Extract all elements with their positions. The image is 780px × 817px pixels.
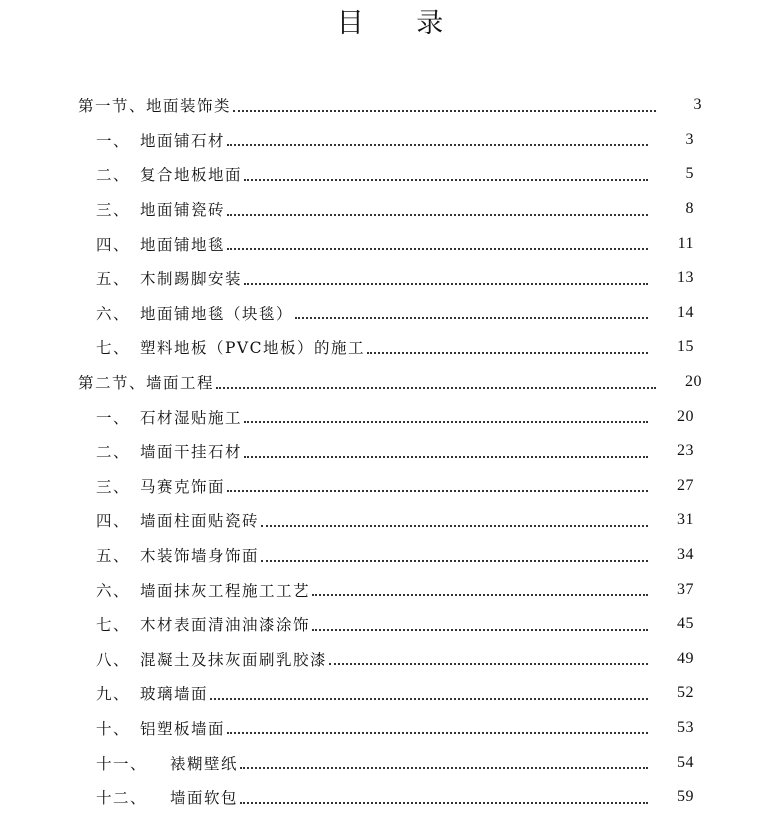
toc-page-number: 27 [677,476,694,494]
toc-entry-number: 十、 [96,719,131,738]
toc-entry-number: 七、 [96,339,131,358]
toc-entry-number: 三、 [96,201,131,220]
toc-section-row[interactable] [0,365,780,400]
dot-leader [261,524,648,527]
dot-leader [240,801,648,804]
toc-entry-label: 混凝土及抹灰面刷乳胶漆 [140,650,328,669]
dot-leader [244,282,648,285]
toc-entry-number: 十一、 [96,754,148,773]
dot-leader [240,766,648,769]
dot-leader [227,731,648,734]
toc-entry-row[interactable] [0,711,780,746]
toc-entry-number: 六、 [96,304,131,323]
toc-entry-number: 二、 [96,443,131,462]
toc-entry-row[interactable] [0,157,780,192]
toc-entry-label: 墙面抹灰工程施工工艺 [140,581,311,600]
dot-leader [295,316,648,319]
dot-leader [329,662,648,665]
dot-leader [261,559,648,562]
toc-entry-label: 木制踢脚安装 [140,270,243,289]
toc-section-row[interactable] [0,88,780,123]
toc-entry-number: 九、 [96,685,131,704]
toc-page-number: 52 [677,684,694,702]
toc-entry-label: 墙面柱面贴瓷砖 [140,512,260,531]
toc-page-number: 59 [677,788,694,806]
dot-leader [244,455,648,458]
toc-entry-number: 一、 [96,131,131,150]
toc-entry-label: 铝塑板墙面 [140,719,226,738]
dot-leader [210,697,648,700]
toc-page-number: 37 [677,580,694,598]
toc-entry-number: 二、 [96,166,131,185]
dot-leader [227,489,648,492]
toc-entry-label: 木装饰墙身饰面 [140,547,260,566]
toc-entry-row[interactable] [0,434,780,469]
toc-entry-row[interactable] [0,642,780,677]
toc-entry-number: 三、 [96,477,131,496]
toc-page-number: 14 [677,303,694,321]
table-of-contents [0,88,780,814]
toc-entry-label: 裱糊壁纸 [170,754,239,773]
toc-page-number: 23 [677,442,694,460]
toc-entry-number: 八、 [96,650,131,669]
toc-page-number: 53 [677,718,694,736]
toc-entry-row[interactable] [0,330,780,365]
toc-entry-row[interactable] [0,780,780,815]
toc-entry-row[interactable] [0,399,780,434]
toc-page-number: 34 [677,546,694,564]
toc-page-number: 3 [693,96,702,114]
toc-entry-number: 十二、 [96,789,148,808]
toc-entry-row[interactable] [0,572,780,607]
dot-leader [312,593,648,596]
toc-entry-row[interactable] [0,503,780,538]
toc-entry-label: 第二节、墙面工程 [78,374,215,393]
toc-entry-number: 五、 [96,270,131,289]
toc-entry-label: 复合地板地面 [140,166,243,185]
toc-page-number: 3 [685,130,694,148]
page-title: 目 录 [336,8,466,39]
toc-entry-number: 四、 [96,512,131,531]
toc-entry-label: 玻璃墙面 [140,685,209,704]
toc-entry-row[interactable] [0,538,780,573]
toc-entry-label: 第一节、地面装饰类 [78,97,232,116]
toc-page-number: 20 [677,407,694,425]
toc-entry-row[interactable] [0,123,780,158]
toc-entry-label: 地面铺地毯（块毯） [140,304,294,323]
toc-entry-row[interactable] [0,226,780,261]
dot-leader [227,213,648,216]
dot-leader [244,178,648,181]
toc-page-number: 5 [685,165,694,183]
dot-leader [216,386,656,389]
toc-entry-label: 石材湿贴施工 [140,408,243,427]
toc-entry-number: 六、 [96,581,131,600]
toc-page-number: 13 [677,269,694,287]
toc-entry-label: 墙面干挂石材 [140,443,243,462]
dot-leader [227,143,648,146]
toc-entry-label: 墙面软包 [170,789,239,808]
dot-leader [227,247,648,250]
toc-entry-number: 五、 [96,547,131,566]
toc-entry-label: 地面铺地毯 [140,235,226,254]
dot-leader [367,351,648,354]
toc-entry-label: 塑料地板（PVC地板）的施工 [140,339,365,358]
toc-entry-label: 地面铺瓷砖 [140,201,226,220]
toc-entry-number: 七、 [96,616,131,635]
toc-entry-row[interactable] [0,192,780,227]
dot-leader [233,109,656,112]
toc-entry-row[interactable] [0,469,780,504]
toc-entry-row[interactable] [0,676,780,711]
dot-leader [312,628,648,631]
toc-entry-row[interactable] [0,607,780,642]
toc-entry-row[interactable] [0,745,780,780]
toc-entry-number: 一、 [96,408,131,427]
toc-entry-label: 马赛克饰面 [140,477,226,496]
toc-page-number: 45 [677,615,694,633]
dot-leader [244,420,648,423]
toc-entry-row[interactable] [0,261,780,296]
toc-page-number: 15 [677,338,694,356]
toc-page-number: 8 [685,200,694,218]
toc-page-number: 31 [677,511,694,529]
toc-entry-row[interactable] [0,296,780,331]
toc-entry-label: 木材表面清油油漆涂饰 [140,616,311,635]
toc-page-number: 54 [677,753,694,771]
toc-page-number: 49 [677,649,694,667]
toc-page-number: 11 [677,234,694,252]
toc-entry-number: 四、 [96,235,131,254]
toc-entry-label: 地面铺石材 [140,131,226,150]
toc-page-number: 20 [685,373,702,391]
